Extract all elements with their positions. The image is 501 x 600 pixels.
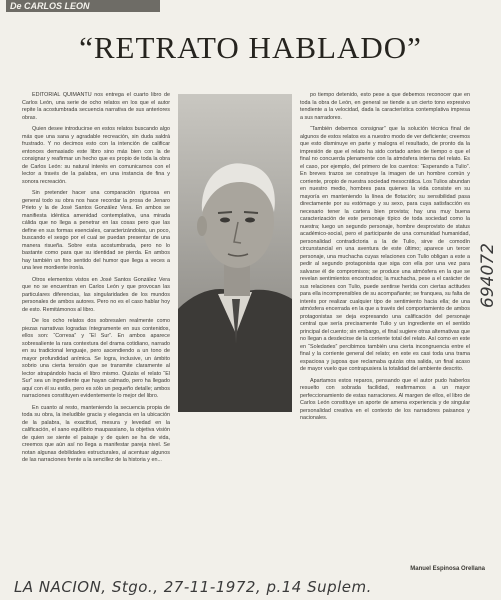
author-portrait-photo [178,94,292,412]
paragraph: EDITORIAL QUIMANTU nos entrega el cuarto libro de Carlos León, una serie de ocho relatos en los que el autor repite la acostumbrada secuencia narrativa de sus anteriores obras. [22,92,170,121]
author-credit: Manuel Espinosa Orellana [410,566,485,572]
paragraph: Apartamos estos reparos, pensando que el autor pudo haberlos resuelto con sobrada facilidad, reafirmamos a un mayor perfeccionamiento de estas narraciones. Al margen de ellos, el libro de Carlos León constituye un aporte de amena experiencia y de singular personalidad creativa en el contexto de los narradores paisanos y nacionales. [300,377,470,421]
margin-number-text: 694072 [478,243,498,308]
paragraph: “También debemos consignar” que la solución técnica final de algunos de estos relatos es a nuestro modo de ver deficiente; creemos que esto disminuye en parte y malogra el resultado, de pronto da la impresión de que el relato ha sido cortado antes de tiempo o que el final no concuerda plenamente con la atmósfera interna del relato. Es el caso, por ejemplo, del primero de los cuentos: “Esperando a Tulio”. En breves trazos se construye la imagen de un hombre común y corriente, propio de nuestra sociedad mesocrática. Los Tulios abundan en nuestro medio, hombres para quienes la vida consiste en su mayoría en manteniendo la línea de flotación; su sensibilidad pasa directamente por su estómago y su sexo, para cuya satisfacción es necesario tener la cartera bien provista; hay una muy buena caracterización de este personaje típico de toda sociedad como la nuestra; luego un segundo personaje, hombre desprovisto de status académico-social, pero el participante de una comunidad humanidad, personalidad contradictoria a la de Tulio, sirve de comodín circunstancial en una aventura de este último; aparece un tercer personaje, una muchacha cuyas relaciones con Tulio obligan a este a pedir al segundo protagonista que siga con ella por una vez para salvarse él de compromisos; se produce una atmósfera en la que se revelan sentimientos encontrados; la muchacha, pese a el carácter de sus relaciones con Tulio, puede sentirse herida con ciertas actitudes para ella incomprensibles de su acompañante; se franquea, su falta de interés por realizar cualquier tipo de sentimiento hacia ella; de una atmósfera encerrada en la que a través del comportamiento de ambos protagonistas se deja expresando una calificación del personaje central que sería precisamente Tulio y un ingrediente en el sentido principal del cuento; sin embargo, el final sugiere otras alternativas que no llegan a desdecirse de la corriente total del relato. Así como en este en “Soledades” percibimos también una cierta incongruencia entre el final y la corriente general del relato; en este es casi toda una trama espaciosa y jugosa que reclamaba quizás otra salida, un final acaso de mayor vuelo que contrapusiera la totalidad del ambiente descrito. [300,126,470,372]
portrait-image [178,94,292,412]
paragraph: Sin pretender hacer una comparación rigurosa en general todo su obra nos hace recordar la prosa de Jenaro Prieto y la de José Santos González Vera. En ambos se manifiesta idéntica amenidad contemplativa, una mirada cálida que no llega a penetrar en las cosas pero que las define en sus formas esenciales, caracterizándolas, un poco, buscando el sesgo por el cual se puedan presentar de una manera risueña. Sobre esta acostumbrada, pero no lo bastante como para que su identidad se pierda. En ambos hay también un fino sentido del humor que llega a veces a una leve mordiente ironía. [22,190,170,271]
paragraph: Otros elementos vistos en José Santos González Vera que no se encuentran en Carlos León y que provocan las particulares diferencias, las singularidades de los mundos personales de ambos autores. Pero no es el caso hablar hoy de esto. Remitámonos al libro. [22,276,170,313]
right-column [300,92,470,572]
paragraph: Quien desee introducirse en estos relatos buscando algo más que una sana y agradable recreación, sin duda saldrá frustrado. Y no decimos esto con la intención de calificar entonces demasiado este libro sino más bien con la de consignar y reafirmar un hecho que es propio de toda la obra de Carlos León: su natural interés en comunicarnos con el lector a través de la palabra, en una instancia de fina y sonora recreación. [22,126,170,185]
handwritten-margin-number [470,200,500,310]
left-column [22,92,170,572]
headline: “RETRATO HABLADO” [79,30,422,65]
handwritten-citation: LA NACION, Stgo., 27-11-1972, p.14 Suplem. [14,578,372,596]
paragraph: po tiempo detenido, esto pese a que debemos reconocer que en toda la obra de León, en general se tiende a un cierto tono expresivo tendiente a la velocidad, dada la característica contemplativa impresa a sus narradores. [300,92,470,121]
paragraph: De los ocho relatos dos sobresalen realmente como piezas narrativas logradas íntegramente en sus contenidos, ellos son: “Corresa” y “El Sur”. En ambos aparece sobresaliente la rara contextura del drama cotidiano, narrado en su tradicional lenguaje, pero ascendiendo a un tono de mayor profundidad anímica. Se logra, inclusive, un ámbito sobrio una cierta tensión que se transmite claramente al lector atrapándolo hacia el libro mismo. Quizás el relato “El Sur” sea un ingrediente que hayan calmado, pero ha llegado aquí con él su estilo, pero es sólo un pequeño detalle; ambos narraciones constituyen evidentemente lo mejor del libro. [22,318,170,399]
paragraph: En cuanto al resto, manteniendo la secuencia propia de toda su obra, la ineludible gracia y elegancia en la ubicación de la palabra, la exactitud, mesura y levedad en la calificación, el sano equilibrio maupassiano, la objetiva visión de quien se siente el paisaje y de quien se ha de vida, creemos que aún así no llega a manifestar pareja nivel. Se notan algunas debilidades estructurales, al acentuar algunos de las narraciones frente a la sencillez de la historia y en... [22,404,170,463]
byline: De CARLOS LEON [6,0,160,12]
